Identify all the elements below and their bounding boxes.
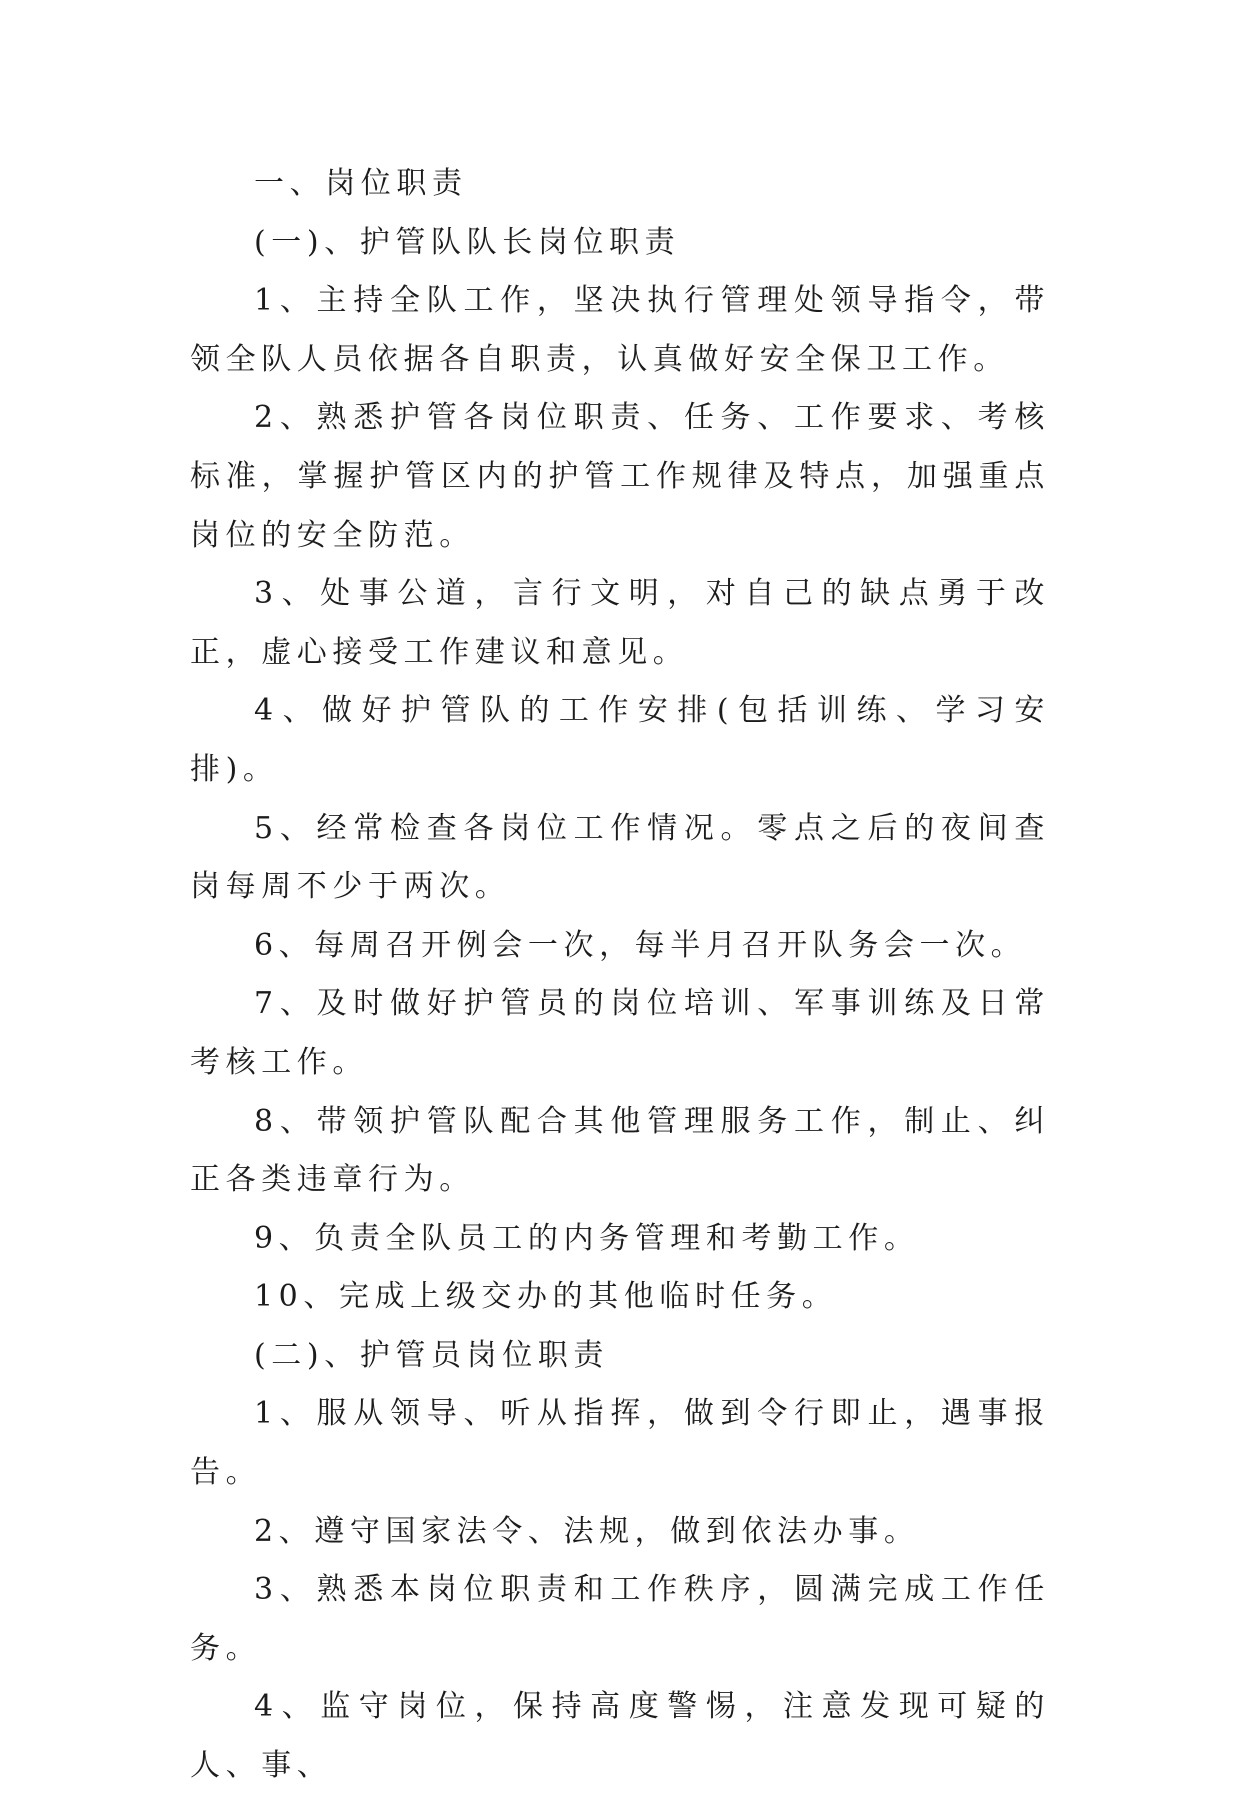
paragraph: 3、处事公道，言行文明，对自己的缺点勇于改正，虚心接受工作建议和意见。: [190, 576, 1050, 670]
paragraph: 2、遵守国家法令、法规，做到依法办事。: [254, 1513, 920, 1549]
paragraph: 1、主持全队工作，坚决执行管理处领导指令，带领全队人员依据各自职责，认真做好安全保卫工作。: [190, 283, 1050, 377]
subsection-heading: (二)、护管员岗位职责: [254, 1337, 610, 1373]
paragraph: 1、服从领导、听从指挥，做到令行即止，遇事报告。: [190, 1396, 1050, 1491]
document-body: [190, 155, 1050, 1796]
paragraph: 7、及时做好护管员的岗位培训、军事训练及日常考核工作。: [190, 986, 1050, 1080]
paragraph: 4、监守岗位，保持高度警惕，注意发现可疑的人、事、: [190, 1689, 1050, 1784]
paragraph: 8、带领护管队配合其他管理服务工作，制止、纠正各类违章行为。: [190, 1103, 1050, 1198]
paragraph: 2、熟悉护管各岗位职责、任务、工作要求、考核标准，掌握护管区内的护管工作规律及特点，加强重点岗位的安全防范。: [190, 400, 1050, 553]
paragraph: 4、做好护管队的工作安排(包括训练、学习安排)。: [190, 693, 1050, 787]
paragraph: 5、经常检查各岗位工作情况。零点之后的夜间查岗每周不少于两次。: [190, 810, 1050, 905]
paragraph: 10、完成上级交办的其他临时任务。: [254, 1279, 838, 1315]
section-heading: 一、岗位职责: [254, 166, 468, 201]
subsection-heading: (一)、护管队队长岗位职责: [254, 224, 681, 260]
paragraph: 6、每周召开例会一次，每半月召开队务会一次。: [254, 927, 1027, 963]
paragraph: 3、熟悉本岗位职责和工作秩序，圆满完成工作任务。: [190, 1572, 1050, 1666]
paragraph: 9、负责全队员工的内务管理和考勤工作。: [254, 1220, 920, 1256]
